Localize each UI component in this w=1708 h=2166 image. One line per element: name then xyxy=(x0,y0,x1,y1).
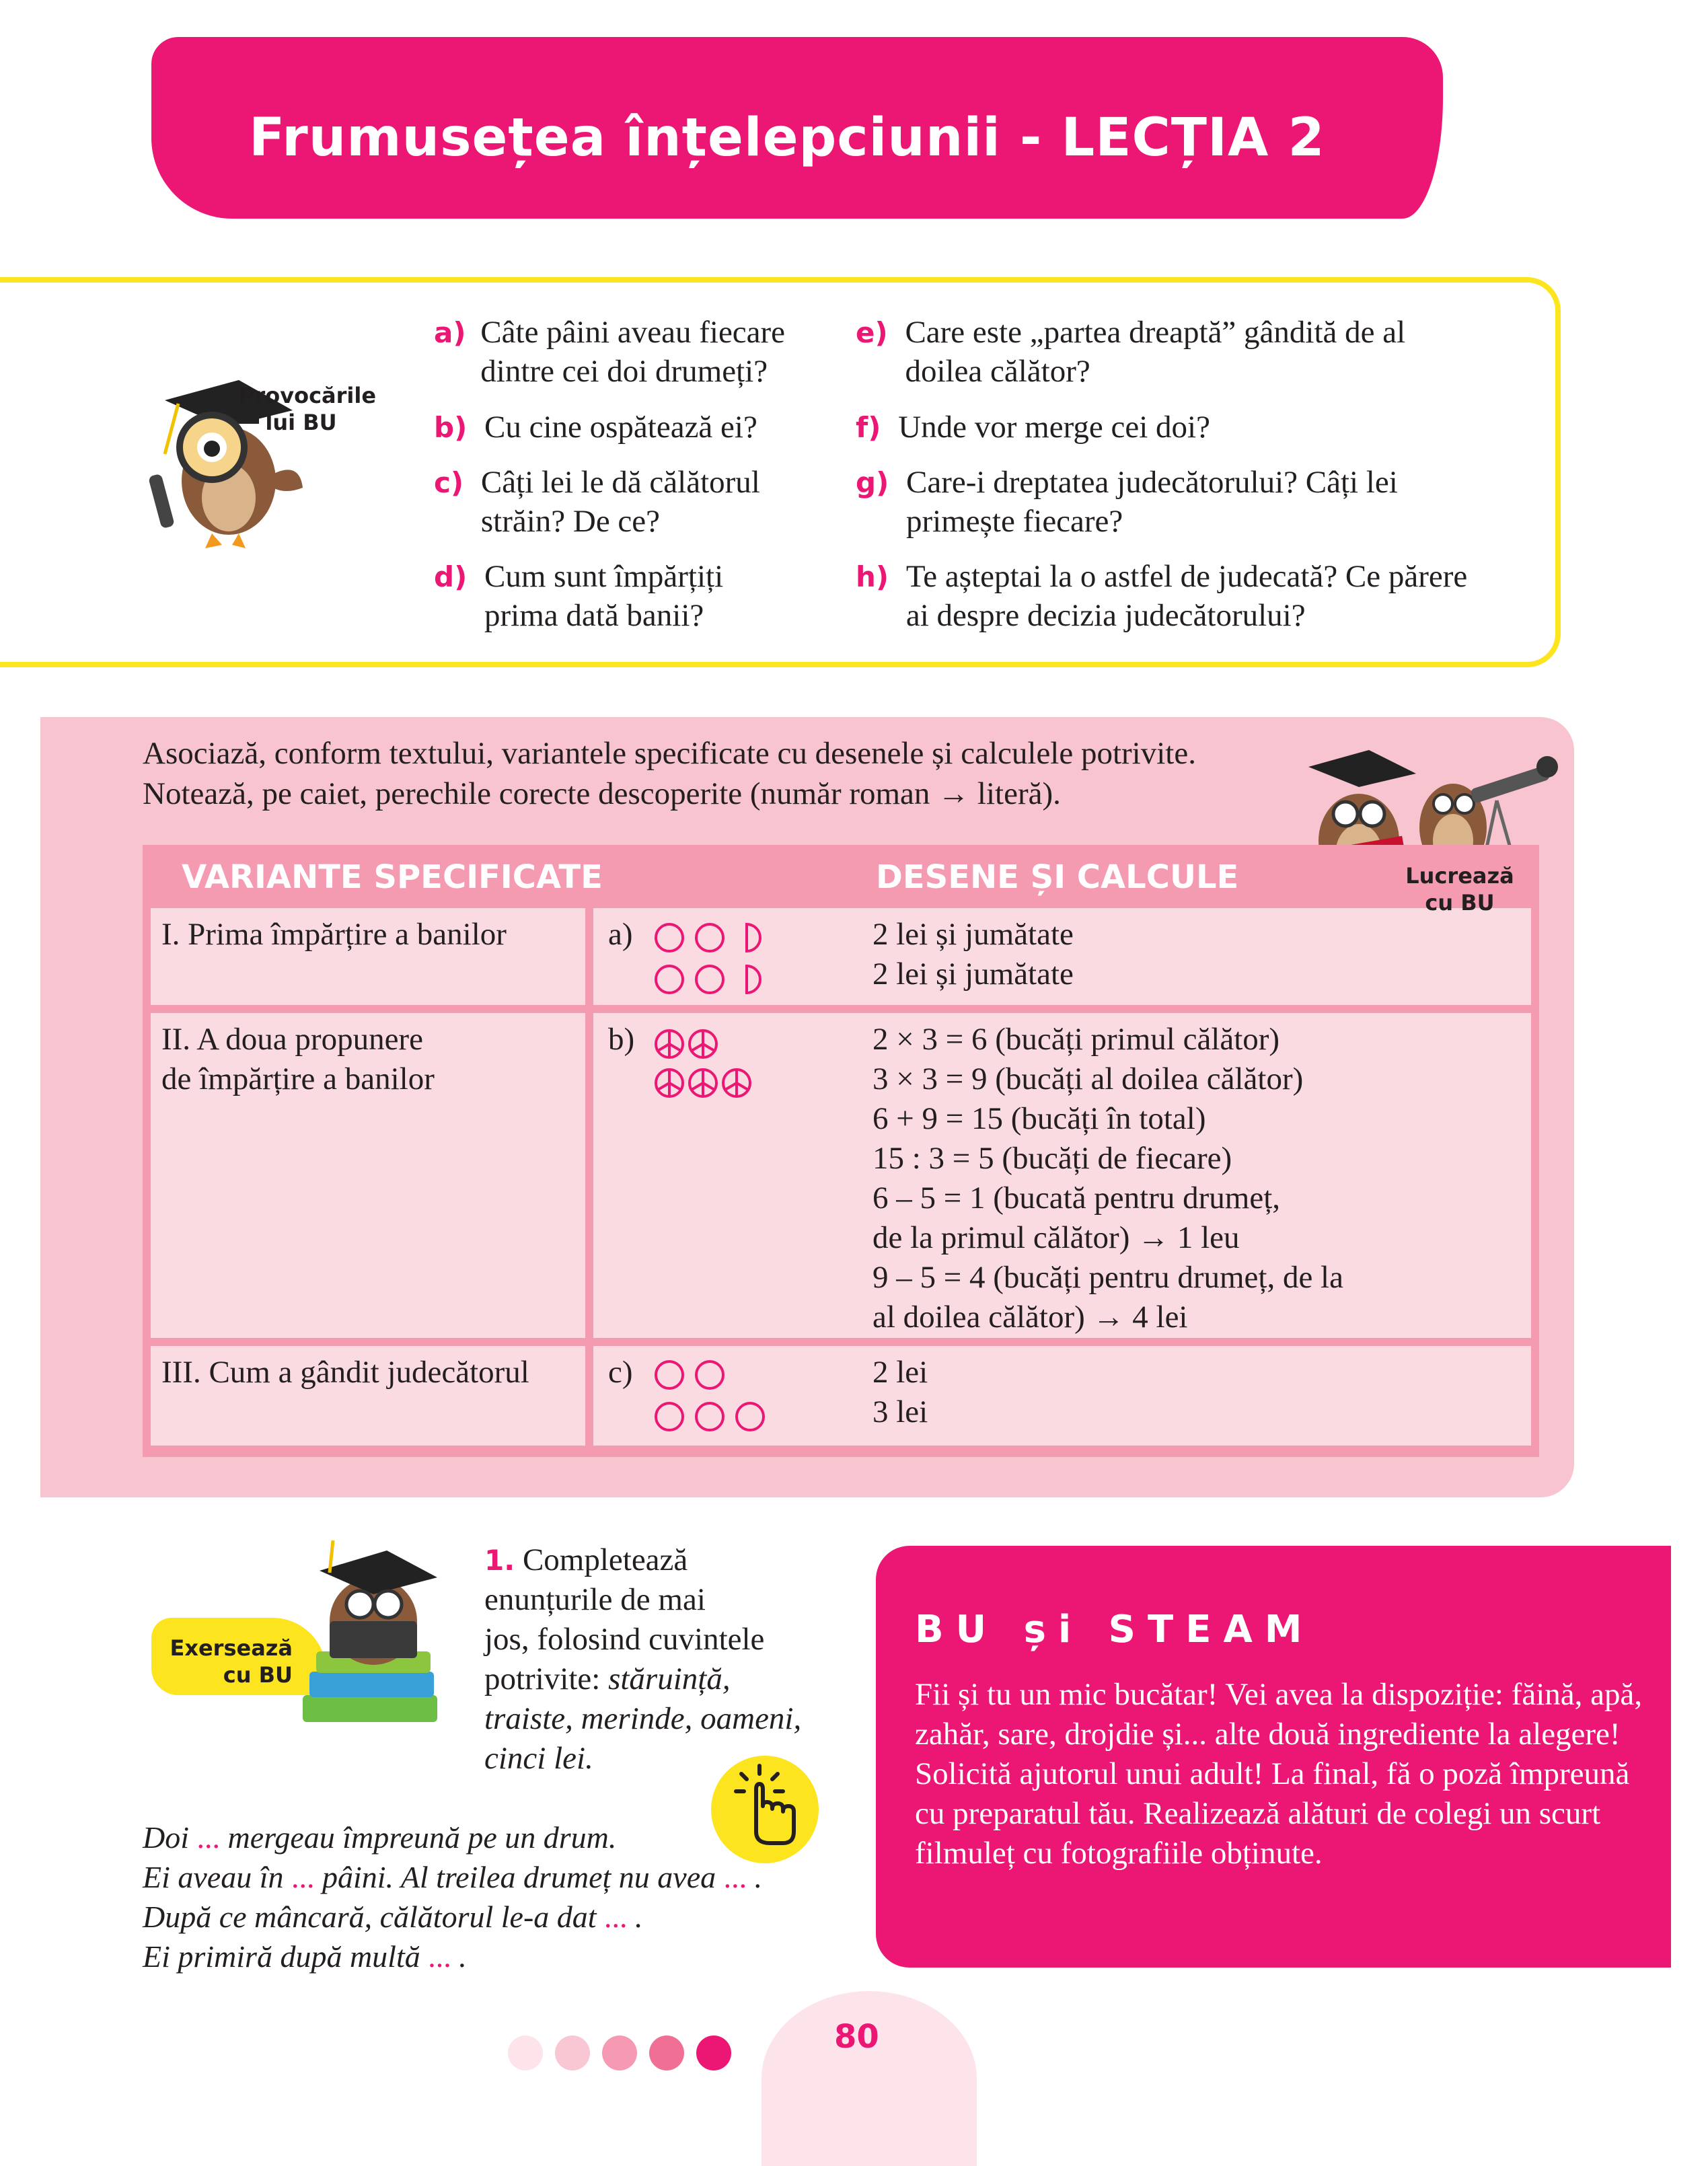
challenge-owl-label xyxy=(239,382,377,436)
page-number-bubble xyxy=(762,1991,977,2166)
decor-dot xyxy=(649,2036,684,2070)
decor-dot xyxy=(696,2036,731,2070)
association-instruction xyxy=(143,733,1196,814)
question-text: Cum sunt împărțiți xyxy=(484,559,724,594)
calc-text xyxy=(872,915,1074,994)
exercise-line: potrivite: xyxy=(484,1661,601,1696)
exercise-owl-label xyxy=(158,1635,293,1688)
sentence-part: Ei primiră după multă xyxy=(143,1939,429,1974)
exercise-words: stăruință, xyxy=(608,1661,731,1696)
exercise-words: traiste, merinde, oameni, xyxy=(484,1701,802,1736)
calc-line: 3 × 3 = 9 (bucăți al doilea călător) xyxy=(872,1061,1304,1096)
instruction-line: Notează, pe caiet, perechile corecte descoperite (număr roman → literă). xyxy=(143,776,1061,811)
exercise-sentences xyxy=(143,1818,762,1976)
owl-label-line: lui BU xyxy=(265,410,337,435)
sentence-part: . xyxy=(627,1900,643,1934)
association-table xyxy=(143,845,1539,1457)
question-d xyxy=(434,557,723,635)
question-text: ai despre decizia judecătorului? xyxy=(905,598,1306,633)
question-text: străin? De ce? xyxy=(480,504,661,539)
exercise-line: jos, folosind cuvintele xyxy=(484,1622,765,1657)
decor-dot xyxy=(508,2036,543,2070)
question-e xyxy=(856,313,1405,391)
variant-line: II. A doua propunere xyxy=(161,1022,423,1057)
variant-line: de împărțire a banilor xyxy=(161,1061,435,1096)
owl-label-line: Lucrează xyxy=(1405,863,1514,889)
calc-line: 2 lei și jumătate xyxy=(872,917,1074,952)
table-header-drawings: DESENE ȘI CALCULE xyxy=(876,858,1239,896)
question-letter: f) xyxy=(856,411,881,444)
bread-whole-icon xyxy=(653,1357,774,1438)
option-letter: b) xyxy=(608,1022,635,1057)
question-letter: d) xyxy=(434,560,468,593)
bread-thirds-icon xyxy=(653,1028,774,1109)
question-text: dintre cei doi drumeți? xyxy=(480,354,768,389)
question-letter: a) xyxy=(434,316,466,349)
blank: ... xyxy=(428,1939,451,1974)
sentence xyxy=(143,1937,762,1976)
calc-text xyxy=(872,1020,1343,1337)
owl-laptop-books-icon xyxy=(293,1540,454,1735)
calc-line: 15 : 3 = 5 (bucăți de fiecare) xyxy=(872,1141,1232,1176)
question-text: Care este „partea dreaptă” gândită de al xyxy=(905,315,1406,350)
blank: ... xyxy=(604,1900,628,1934)
question-h xyxy=(856,557,1467,635)
question-g xyxy=(856,463,1398,541)
exercise-instruction xyxy=(484,1540,801,1779)
sentence-part: . xyxy=(451,1939,467,1974)
owl-label-line: cu BU xyxy=(1425,890,1495,916)
steam-title: BU și STEAM xyxy=(915,1608,1314,1651)
variant-text xyxy=(161,1020,435,1099)
sentence-part: Doi xyxy=(143,1820,197,1855)
sentence-part: . xyxy=(747,1860,763,1894)
sentence-part: Ei aveau în xyxy=(143,1860,291,1894)
question-text: Cu cine ospătează ei? xyxy=(484,410,757,445)
calc-line: 2 lei și jumătate xyxy=(872,957,1074,992)
question-text: Câte pâini aveau fiecare xyxy=(480,315,786,350)
variant-text: I. Prima împărțire a banilor xyxy=(161,917,507,952)
calc-line: 3 lei xyxy=(872,1394,928,1429)
question-text: Te așteptai la o astfel de judecată? Ce părere xyxy=(905,559,1468,594)
instruction-line: Asociază, conform textului, variantele specificate cu desenele și calculele potrivite. xyxy=(143,736,1196,771)
calc-line: 6 – 5 = 1 (bucată pentru drumeț, xyxy=(872,1181,1280,1216)
variant-text: III. Cum a gândit judecătorul xyxy=(161,1355,529,1390)
question-letter: b) xyxy=(434,411,468,444)
blank: ... xyxy=(196,1820,220,1855)
calc-line: 2 × 3 = 6 (bucăți primul călător) xyxy=(872,1022,1280,1057)
question-b xyxy=(434,408,757,447)
decor-dot xyxy=(555,2036,590,2070)
page-number: 80 xyxy=(834,2018,879,2056)
calc-text xyxy=(872,1353,928,1432)
blank: ... xyxy=(723,1860,747,1894)
owl-label-line: Provocările xyxy=(239,383,377,408)
page-title: Frumusețea înțelepciunii - LECȚIA 2 xyxy=(249,108,1325,168)
sentence-part: mergeau împreună pe un drum. xyxy=(220,1820,617,1855)
question-text: Câți lei le dă călătorul xyxy=(480,465,760,500)
decor-dot xyxy=(602,2036,637,2070)
calc-line: de la primul călător) → 1 leu xyxy=(872,1220,1240,1255)
bread-halves-icon xyxy=(653,920,774,1001)
table-header-variants: VARIANTE SPECIFICATE xyxy=(182,858,603,896)
question-a xyxy=(434,313,785,391)
question-f xyxy=(856,408,1210,447)
sentence xyxy=(143,1857,762,1897)
question-text: prima dată banii? xyxy=(484,598,704,633)
question-text: Care-i dreptatea judecătorului? Câți lei xyxy=(906,465,1398,500)
option-letter: a) xyxy=(608,917,633,952)
calc-line: al doilea călător) → 4 lei xyxy=(872,1300,1188,1335)
sentence xyxy=(143,1818,762,1857)
calc-line: 6 + 9 = 15 (bucăți în total) xyxy=(872,1101,1206,1136)
question-letter: e) xyxy=(856,316,888,349)
question-letter: g) xyxy=(856,466,889,499)
exercise-words: cinci lei. xyxy=(484,1741,593,1776)
steam-text: Fii și tu un mic bucătar! Vei avea la dispoziție: făină, apă, zahăr, sare, drojdie și... alte două ingrediente la alegere! Solicită ajutorul unui adult! La final, fă o poză împreună cu preparatul tău. Realizează alături de colegi un scurt filmuleț cu fotografiile obținute. xyxy=(915,1677,1643,1871)
exercise-line: enunțurile de mai xyxy=(484,1582,706,1617)
owl-label-line: Exersează xyxy=(170,1635,293,1661)
owl-label-line: cu BU xyxy=(223,1662,293,1688)
exercise-number: 1. xyxy=(484,1544,515,1577)
association-owl-label xyxy=(1399,862,1520,916)
question-letter: h) xyxy=(856,560,889,593)
sentence-part: pâini. Al treilea drumeț nu avea xyxy=(314,1860,724,1894)
calc-line: 9 – 5 = 4 (bucăți pentru drumeț, de la xyxy=(872,1260,1343,1295)
question-text: doilea călător? xyxy=(905,354,1090,389)
calc-line: 2 lei xyxy=(872,1355,928,1390)
question-text: primește fiecare? xyxy=(906,504,1123,539)
option-letter: c) xyxy=(608,1355,633,1390)
sentence xyxy=(143,1897,762,1937)
exercise-line: Completează xyxy=(522,1542,688,1577)
sentence-part: După ce mâncară, călătorul le-a dat xyxy=(143,1900,605,1934)
question-text: Unde vor merge cei doi? xyxy=(898,410,1210,445)
question-letter: c) xyxy=(434,466,464,499)
question-c xyxy=(434,463,760,541)
blank: ... xyxy=(291,1860,315,1894)
